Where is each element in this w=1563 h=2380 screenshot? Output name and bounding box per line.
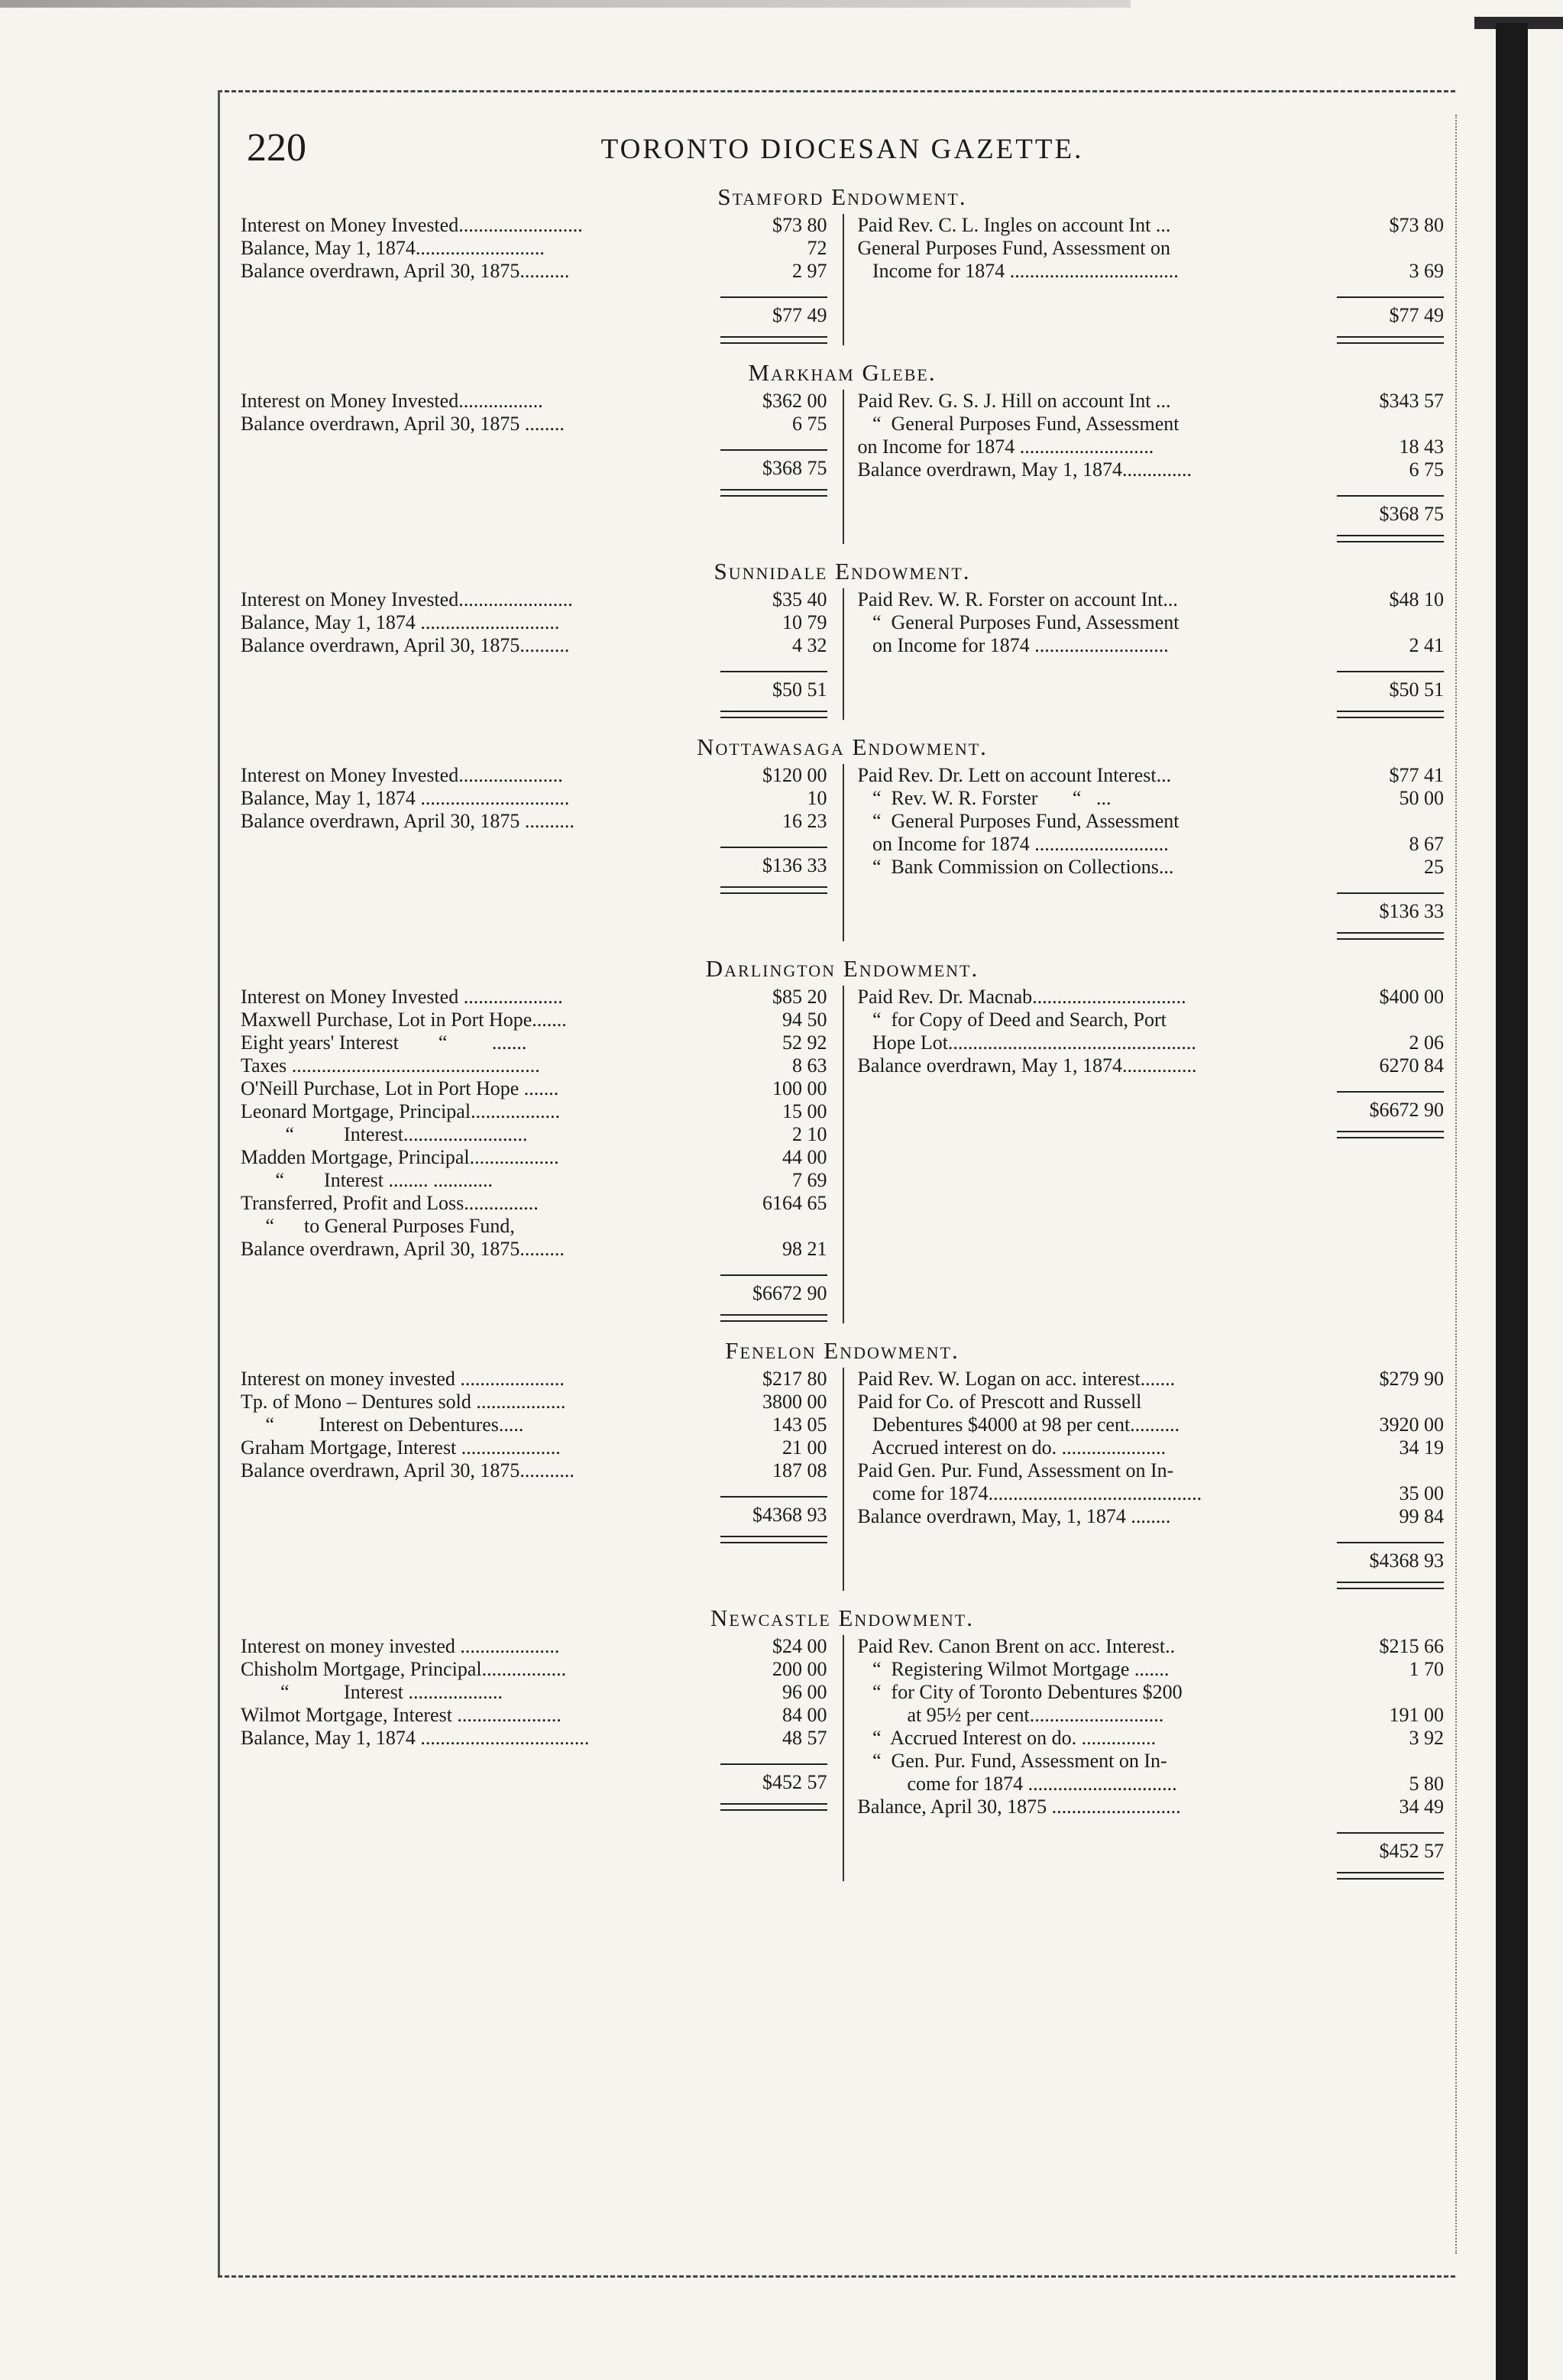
entry-label: Debentures $4000 at 98 per cent.......... — [857, 1413, 1180, 1436]
entry-amount: 48 57 — [782, 1727, 827, 1749]
entry-amount — [1367, 1391, 1444, 1413]
ledger-row — [858, 1796, 1445, 1818]
entry-amount: $215 66 — [1379, 1635, 1444, 1657]
entry-label: Interest on money invested ..................... — [241, 1368, 565, 1390]
entry-label: Balance overdrawn, April 30, 1875........... — [241, 1459, 574, 1481]
entry-label: Interest on Money Invested................. — [241, 390, 543, 412]
ledger-row — [241, 611, 827, 634]
section-total: $368 75 — [720, 449, 827, 480]
entry-amount: 16 23 — [782, 810, 827, 832]
page-border-right — [1455, 115, 1457, 2254]
entry-amount: 15 00 — [782, 1100, 827, 1122]
ledger-row — [241, 764, 827, 787]
section-title: Nottawasaga Endowment. — [697, 733, 988, 760]
entry-label: Balance overdrawn, May 1, 1874.............. — [857, 458, 1192, 481]
entry-amount: 8 63 — [792, 1054, 827, 1077]
entry-amount: 18 43 — [1399, 436, 1444, 458]
entry-amount — [1367, 1459, 1444, 1482]
ledger-row — [858, 1391, 1445, 1413]
ledger-row — [241, 1215, 827, 1238]
entry-amount: 84 00 — [782, 1704, 827, 1726]
entry-label: Tp. of Mono – Dentures sold .................. — [241, 1391, 566, 1413]
entry-label: “ for Copy of Deed and Search, Port — [857, 1009, 1167, 1031]
ledger-row — [858, 436, 1445, 458]
page-number: 220 — [247, 126, 306, 170]
total-row — [241, 847, 827, 877]
entry-amount: 34 49 — [1399, 1796, 1444, 1818]
entry-amount — [1367, 810, 1444, 833]
payments-column — [841, 1368, 1445, 1591]
ledger-row — [858, 1681, 1445, 1704]
ledger-row — [858, 390, 1445, 413]
ledger-row — [858, 1727, 1445, 1750]
ledger-row — [858, 986, 1445, 1009]
entry-label: Interest on Money Invested .................... — [241, 986, 563, 1008]
entry-label: Accrued interest on do. ..................... — [857, 1436, 1167, 1459]
entry-amount: 98 21 — [782, 1238, 827, 1260]
payments-column — [841, 390, 1445, 544]
entry-label: Taxes .................................................. — [241, 1054, 540, 1077]
ledger-row — [241, 787, 827, 810]
entry-amount: $400 00 — [1379, 986, 1444, 1008]
entry-label: “ Registering Wilmot Mortgage ....... — [857, 1658, 1170, 1680]
section-total: $4368 93 — [1337, 1542, 1444, 1572]
payments-column — [841, 214, 1445, 345]
ledger-row — [241, 1681, 827, 1704]
entry-amount: $279 90 — [1379, 1368, 1444, 1390]
gazette-page — [241, 115, 1444, 1881]
entry-amount: 52 92 — [782, 1031, 827, 1054]
page-border-bottom — [218, 2275, 1455, 2278]
ledger-row — [241, 1100, 827, 1123]
total-row — [858, 1832, 1445, 1863]
entry-amount: 6 75 — [792, 413, 827, 435]
total-row — [241, 296, 827, 327]
endowment-section — [241, 1337, 1444, 1591]
section-title: Markham Glebe. — [748, 359, 937, 386]
ledger-row — [241, 1077, 827, 1100]
scan-binding-edge — [1496, 23, 1528, 2380]
ledger-row — [858, 1773, 1445, 1796]
ledger-row — [241, 1368, 827, 1391]
entry-amount: $362 00 — [762, 390, 827, 412]
entry-amount: 100 00 — [772, 1077, 827, 1099]
entry-label: Balance overdrawn, April 30, 1875 ........ — [241, 413, 565, 435]
ledger-row — [241, 634, 827, 657]
section-total: $50 51 — [720, 671, 827, 701]
entry-amount: $343 57 — [1379, 390, 1444, 412]
ledger-row — [858, 1750, 1445, 1773]
ledger-row — [858, 1031, 1445, 1054]
ledger-row — [858, 1658, 1445, 1681]
entry-amount: $120 00 — [762, 764, 827, 786]
section-total: $136 33 — [720, 847, 827, 877]
entry-amount: $85 20 — [772, 986, 827, 1008]
entry-label: Leonard Mortgage, Principal.................. — [241, 1100, 561, 1122]
entry-amount: 7 69 — [792, 1169, 827, 1191]
entry-label: Balance overdrawn, April 30, 1875 .......... — [241, 810, 574, 832]
section-title: Sunnidale Endowment. — [714, 558, 971, 584]
entry-amount: 2 06 — [1409, 1031, 1444, 1054]
section-total: $6672 90 — [720, 1274, 827, 1305]
scan-edge-top — [0, 0, 1131, 8]
payments-column — [841, 588, 1445, 720]
page-border-left — [218, 90, 220, 2275]
entry-label: “ Interest......................... — [241, 1123, 528, 1145]
total-row — [858, 1091, 1445, 1122]
ledger-row — [858, 611, 1445, 634]
entry-label: “ Interest on Debentures..... — [241, 1413, 524, 1436]
ledger-row — [858, 458, 1445, 481]
entry-label: Balance, May 1, 1874 .................................. — [241, 1727, 590, 1749]
ledger-row — [241, 588, 827, 611]
entry-amount: $217 80 — [762, 1368, 827, 1390]
total-row — [858, 495, 1445, 526]
entry-amount: $24 00 — [772, 1635, 827, 1657]
ledger-row — [858, 1436, 1445, 1459]
entry-label: Paid Rev. Canon Brent on acc. Interest.. — [857, 1635, 1176, 1657]
endowment-section — [241, 1604, 1444, 1881]
ledger-row — [241, 1169, 827, 1192]
section-total: $77 49 — [1337, 296, 1444, 327]
entry-label: Paid Rev. W. Logan on acc. interest....... — [857, 1368, 1176, 1390]
ledger-row — [858, 764, 1445, 787]
entry-amount — [1367, 1681, 1444, 1704]
entry-label: General Purposes Fund, Assessment on — [857, 237, 1170, 259]
entry-label: Balance, May 1, 1874 .............................. — [241, 787, 570, 809]
entry-label: Paid for Co. of Prescott and Russell — [857, 1391, 1142, 1413]
ledger-row — [858, 634, 1445, 657]
entry-label: Wilmot Mortgage, Interest ..................... — [241, 1704, 561, 1726]
entry-label: Balance overdrawn, April 30, 1875.......... — [241, 634, 570, 656]
section-total: $452 57 — [1337, 1832, 1444, 1863]
ledger-row — [858, 1505, 1445, 1528]
total-row — [241, 1496, 827, 1527]
endowment-section — [241, 183, 1444, 345]
section-total: $77 49 — [720, 296, 827, 327]
ledger-row — [241, 1192, 827, 1215]
entry-label: Interest on Money Invested....................... — [241, 588, 573, 610]
total-row — [241, 449, 827, 480]
endowment-section — [241, 359, 1444, 544]
entry-amount: $77 41 — [1389, 764, 1444, 786]
receipts-column — [241, 986, 841, 1323]
total-row — [858, 671, 1445, 701]
entry-amount: $73 80 — [1389, 214, 1444, 236]
entry-label: Chisholm Mortgage, Principal................. — [241, 1658, 567, 1680]
ledger-row — [241, 390, 827, 413]
entry-amount — [1367, 1750, 1444, 1773]
entry-label: Paid Rev. C. L. Ingles on account Int ... — [857, 214, 1171, 236]
ledger-row — [858, 787, 1445, 810]
ledger-row — [858, 810, 1445, 833]
entry-amount: 3920 00 — [1379, 1413, 1444, 1436]
ledger-row — [858, 1482, 1445, 1505]
ledger-row — [241, 1054, 827, 1077]
entry-label: come for 1874........................................... — [857, 1482, 1202, 1504]
entry-label: Paid Rev. W. R. Forster on account Int... — [857, 588, 1178, 610]
ledger-row — [858, 237, 1445, 260]
ledger-row — [858, 1413, 1445, 1436]
ledger-sections — [241, 183, 1444, 1881]
entry-label: Interest on Money Invested......................... — [241, 214, 583, 236]
entry-amount: 44 00 — [782, 1146, 827, 1168]
entry-label: “ for City of Toronto Debentures $200 — [857, 1681, 1183, 1703]
entry-amount: 3 69 — [1409, 260, 1444, 282]
entry-amount: 6 75 — [1409, 458, 1444, 481]
receipts-column — [241, 1635, 841, 1881]
entry-amount: 21 00 — [782, 1436, 827, 1459]
ledger-columns — [241, 214, 1444, 345]
ledger-row — [858, 1054, 1445, 1077]
section-title: Newcastle Endowment. — [710, 1604, 974, 1631]
entry-label: Income for 1874 .................................. — [857, 260, 1179, 282]
ledger-row — [858, 260, 1445, 283]
entry-amount: 94 50 — [782, 1009, 827, 1031]
ledger-row — [241, 1704, 827, 1727]
section-title: Stamford Endowment. — [717, 183, 967, 210]
entry-amount: 10 79 — [782, 611, 827, 633]
entry-label: Balance overdrawn, May 1, 1874............... — [857, 1054, 1197, 1077]
payments-column — [841, 764, 1445, 941]
entry-label: Transferred, Profit and Loss............... — [241, 1192, 539, 1214]
entry-label: Paid Rev. G. S. J. Hill on account Int ... — [857, 390, 1171, 412]
ledger-row — [858, 588, 1445, 611]
ledger-row — [241, 1123, 827, 1146]
entry-label: “ Interest ................... — [241, 1681, 503, 1703]
entry-label: Interest on money invested .................... — [241, 1635, 560, 1657]
entry-amount: 96 00 — [782, 1681, 827, 1703]
total-row — [858, 892, 1445, 923]
total-row — [858, 1542, 1445, 1572]
entry-amount: 99 84 — [1399, 1505, 1444, 1527]
section-total: $452 57 — [720, 1763, 827, 1794]
section-title: Darlington Endowment. — [705, 955, 979, 982]
ledger-columns — [241, 986, 1444, 1323]
payments-column — [841, 986, 1445, 1323]
ledger-row — [241, 260, 827, 283]
entry-label: O'Neill Purchase, Lot in Port Hope ....... — [241, 1077, 559, 1099]
entry-amount: 50 00 — [1399, 787, 1444, 809]
entry-amount: $73 80 — [772, 214, 827, 236]
entry-amount: 1 70 — [1409, 1658, 1444, 1680]
section-total: $50 51 — [1337, 671, 1444, 701]
total-row — [241, 1274, 827, 1305]
entry-label: Maxwell Purchase, Lot in Port Hope....... — [241, 1009, 567, 1031]
ledger-columns — [241, 764, 1444, 941]
section-title: Fenelon Endowment. — [725, 1337, 959, 1364]
receipts-column — [241, 588, 841, 720]
entry-label: on Income for 1874 ........................... — [857, 436, 1154, 458]
total-row — [241, 1763, 827, 1794]
ledger-columns — [241, 1368, 1444, 1591]
endowment-section — [241, 955, 1444, 1323]
section-total: $6672 90 — [1337, 1091, 1444, 1122]
receipts-column — [241, 214, 841, 345]
ledger-row — [858, 856, 1445, 879]
section-total: $368 75 — [1337, 495, 1444, 526]
entry-amount: 187 08 — [772, 1459, 827, 1481]
receipts-column — [241, 390, 841, 544]
section-total: $4368 93 — [720, 1496, 827, 1527]
entry-label: Interest on Money Invested..................... — [241, 764, 563, 786]
ledger-row — [858, 1704, 1445, 1727]
ledger-row — [241, 1635, 827, 1658]
entry-label: Madden Mortgage, Principal.................. — [241, 1146, 559, 1168]
entry-amount: 6164 65 — [762, 1192, 827, 1214]
entry-amount: 2 97 — [792, 260, 827, 282]
entry-amount: 3800 00 — [762, 1391, 827, 1413]
ledger-row — [241, 413, 827, 436]
entry-amount: 6270 84 — [1379, 1054, 1444, 1077]
entry-label: Hope Lot.................................................. — [857, 1031, 1196, 1054]
endowment-section — [241, 558, 1444, 720]
ledger-row — [858, 1368, 1445, 1391]
entry-amount: 2 10 — [792, 1123, 827, 1145]
ledger-row — [858, 1459, 1445, 1482]
receipts-column — [241, 1368, 841, 1591]
entry-label: “ Interest ........ ............ — [241, 1169, 493, 1191]
ledger-row — [858, 1009, 1445, 1031]
page-border-top — [218, 90, 1455, 92]
entry-label: Balance, May 1, 1874 ............................ — [241, 611, 560, 633]
ledger-row — [241, 810, 827, 833]
entry-amount: 35 00 — [1399, 1482, 1444, 1504]
entry-label: Balance, May 1, 1874.......................... — [241, 237, 545, 259]
ledger-row — [241, 1009, 827, 1031]
entry-label: “ General Purposes Fund, Assessment — [857, 810, 1180, 832]
ledger-row — [241, 1413, 827, 1436]
page-title: TORONTO DIOCESAN GAZETTE. — [600, 134, 1084, 165]
ledger-row — [241, 1436, 827, 1459]
entry-label: Paid Rev. Dr. Macnab............................... — [857, 986, 1186, 1008]
entry-label: “ Rev. W. R. Forster “ ... — [857, 787, 1112, 809]
entry-label: Balance, April 30, 1875 .......................... — [857, 1796, 1181, 1818]
ledger-row — [241, 1391, 827, 1413]
entry-label: “ Accrued Interest on do. ............... — [857, 1727, 1157, 1749]
entry-label: “ General Purposes Fund, Assessment — [857, 611, 1180, 633]
section-total: $136 33 — [1337, 892, 1444, 923]
entry-label: Graham Mortgage, Interest .................... — [241, 1436, 561, 1459]
ledger-row — [241, 1146, 827, 1169]
ledger-row — [241, 214, 827, 237]
entry-label: “ Bank Commission on Collections... — [857, 856, 1174, 878]
ledger-row — [241, 1658, 827, 1681]
entry-label: at 95½ per cent........................... — [857, 1704, 1164, 1726]
entry-amount: 25 — [1424, 856, 1444, 878]
entry-amount — [1367, 1009, 1444, 1031]
ledger-row — [241, 1031, 827, 1054]
entry-amount: 8 67 — [1409, 833, 1444, 855]
payments-column — [841, 1635, 1445, 1881]
entry-label: on Income for 1874 ........................... — [857, 833, 1169, 855]
entry-amount: 72 — [807, 237, 827, 259]
ledger-row — [858, 214, 1445, 237]
entry-amount: 143 05 — [772, 1413, 827, 1436]
page-header — [241, 115, 1444, 176]
entry-amount: 3 92 — [1409, 1727, 1444, 1749]
entry-amount — [1367, 611, 1444, 634]
entry-amount: 10 — [807, 787, 827, 809]
ledger-row — [241, 986, 827, 1009]
ledger-row — [241, 1459, 827, 1482]
entry-label: Eight years' Interest “ ....... — [241, 1031, 527, 1054]
ledger-row — [241, 237, 827, 260]
entry-label: Balance overdrawn, May, 1, 1874 ........ — [857, 1505, 1171, 1527]
entry-amount — [1367, 413, 1444, 436]
ledger-columns — [241, 390, 1444, 544]
total-row — [241, 671, 827, 701]
entry-amount — [1367, 237, 1444, 260]
ledger-row — [858, 833, 1445, 856]
receipts-column — [241, 764, 841, 941]
entry-amount: 191 00 — [1389, 1704, 1444, 1726]
ledger-row — [858, 413, 1445, 436]
entry-amount — [751, 1215, 827, 1238]
entry-amount: 200 00 — [772, 1658, 827, 1680]
entry-label: “ Gen. Pur. Fund, Assessment on In- — [857, 1750, 1167, 1772]
entry-amount: $48 10 — [1389, 588, 1444, 610]
entry-label: Paid Rev. Dr. Lett on account Interest... — [857, 764, 1172, 786]
entry-label: on Income for 1874 ........................... — [857, 634, 1169, 656]
ledger-row — [858, 1635, 1445, 1658]
ledger-row — [241, 1238, 827, 1261]
entry-amount: $35 40 — [772, 588, 827, 610]
entry-label: Balance overdrawn, April 30, 1875.......... — [241, 260, 570, 282]
ledger-row — [241, 1727, 827, 1750]
endowment-section — [241, 733, 1444, 941]
entry-label: Paid Gen. Pur. Fund, Assessment on In- — [857, 1459, 1174, 1481]
entry-amount: 2 41 — [1409, 634, 1444, 656]
entry-label: “ General Purposes Fund, Assessment — [857, 413, 1180, 435]
ledger-columns — [241, 1635, 1444, 1881]
entry-label: come for 1874 .............................. — [857, 1773, 1177, 1795]
entry-label: “ to General Purposes Fund, — [241, 1215, 515, 1237]
entry-amount: 34 19 — [1399, 1436, 1444, 1459]
entry-label: Balance overdrawn, April 30, 1875......... — [241, 1238, 565, 1260]
total-row — [858, 296, 1445, 327]
ledger-columns — [241, 588, 1444, 720]
entry-amount: 5 80 — [1409, 1773, 1444, 1795]
entry-amount: 4 32 — [792, 634, 827, 656]
